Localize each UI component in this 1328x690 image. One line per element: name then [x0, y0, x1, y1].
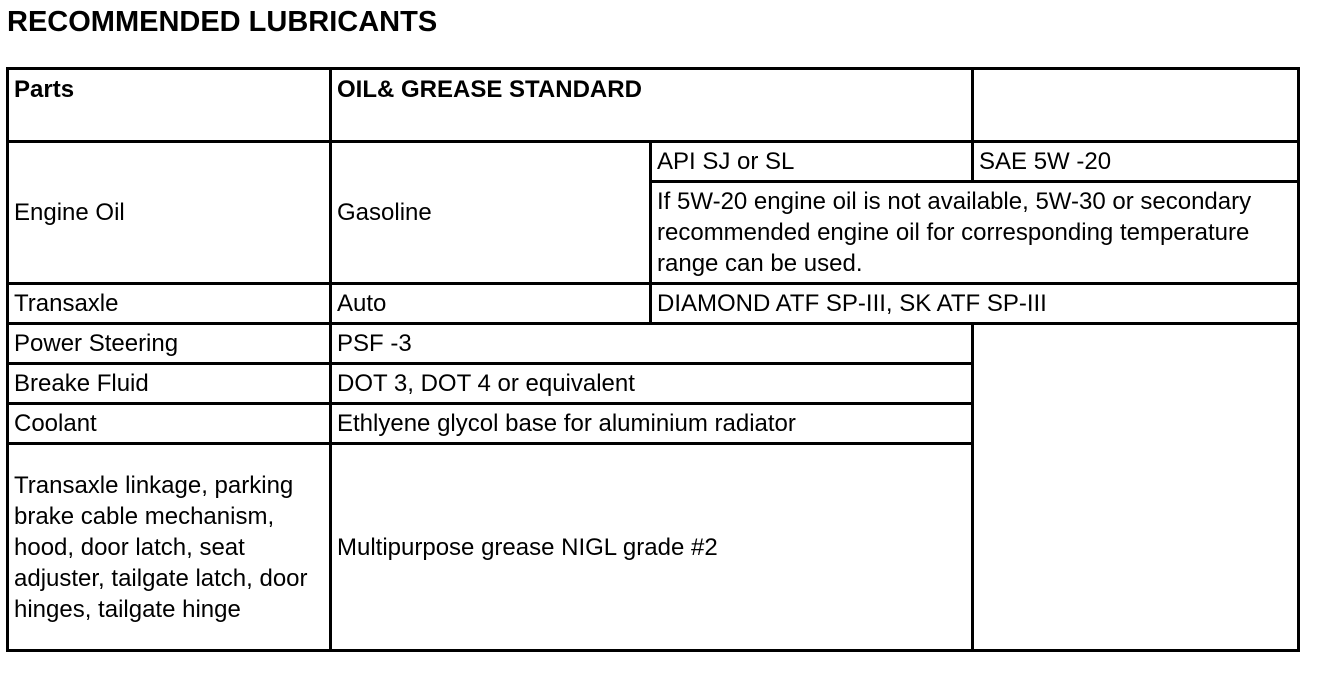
- engine-oil-note: If 5W-20 engine oil is not available, 5W-30 or secondary recommended engine oil for corresponding temperature range can be used.: [651, 182, 1299, 284]
- coolant-standard: Ethlyene glycol base for aluminium radiator: [331, 404, 973, 444]
- blank-merged-cell: [973, 324, 1299, 651]
- table-row: [8, 142, 1299, 182]
- brake-fluid-standard: DOT 3, DOT 4 or equivalent: [331, 364, 973, 404]
- power-steering-standard: PSF -3: [331, 324, 973, 364]
- power-steering-part: Power Steering: [8, 324, 331, 364]
- grease-parts: Transaxle linkage, parking brake cable mechanism, hood, door latch, seat adjuster, tailgate latch, door hinges, tailgate hinge: [8, 444, 331, 651]
- header-empty: [973, 69, 1299, 142]
- header-parts: Parts: [8, 69, 331, 142]
- engine-oil-fuel: Gasoline: [331, 142, 651, 284]
- transaxle-standard: DIAMOND ATF SP-III, SK ATF SP-III: [651, 284, 1299, 324]
- lubricants-table: [6, 67, 1300, 652]
- engine-oil-sae: SAE 5W -20: [973, 142, 1299, 182]
- header-row: [8, 69, 1299, 142]
- brake-fluid-part: Breake Fluid: [8, 364, 331, 404]
- engine-oil-api: API SJ or SL: [651, 142, 973, 182]
- engine-oil-part: Engine Oil: [8, 142, 331, 284]
- coolant-part: Coolant: [8, 404, 331, 444]
- page-title: RECOMMENDED LUBRICANTS: [7, 6, 438, 38]
- table-row: [8, 324, 1299, 364]
- transaxle-type: Auto: [331, 284, 651, 324]
- header-standard: OIL& GREASE STANDARD: [331, 69, 973, 142]
- table-row: [8, 284, 1299, 324]
- grease-standard: Multipurpose grease NIGL grade #2: [331, 444, 973, 651]
- transaxle-part: Transaxle: [8, 284, 331, 324]
